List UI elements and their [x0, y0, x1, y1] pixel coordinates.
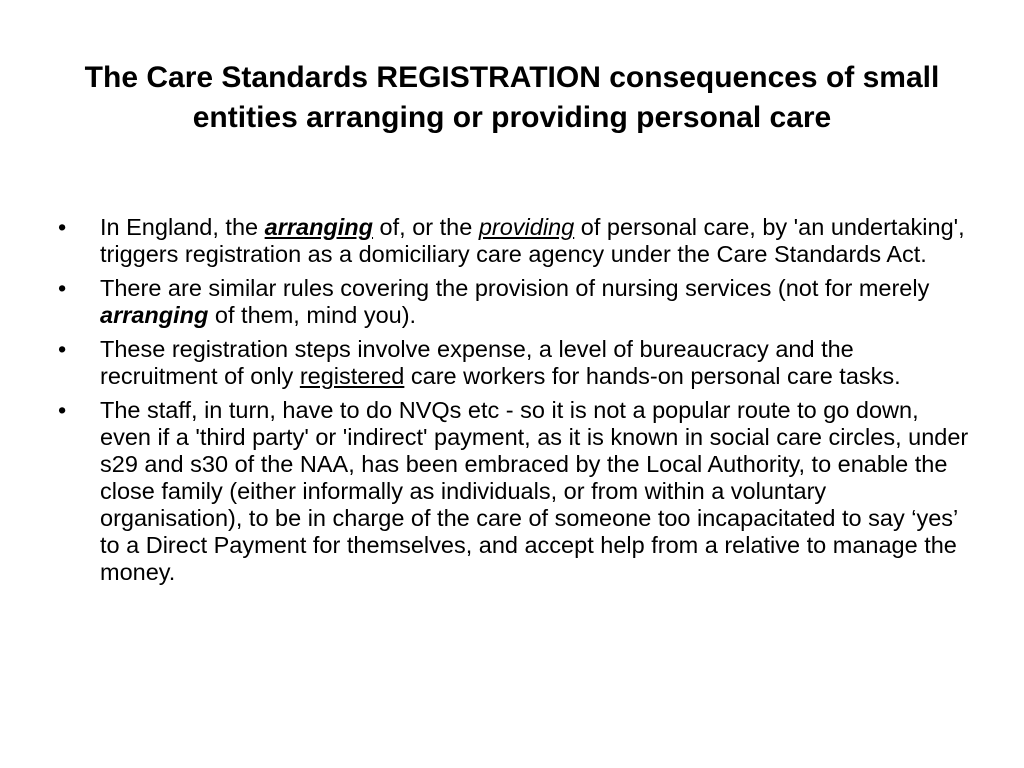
bullet-text: of them, mind you).	[208, 302, 417, 328]
bullet-dot-icon: •	[58, 214, 67, 240]
bullet-dot-icon: •	[58, 275, 67, 301]
bullet-item-england	[58, 214, 970, 268]
slide-title: The Care Standards REGISTRATION consequences of small entities arranging or providing personal care	[84, 61, 940, 134]
bullet-list	[58, 214, 970, 593]
emphasis-arranging: arranging	[264, 214, 374, 240]
bullet-text: These registration steps involve expense, a level of bureaucracy and the recruitment of only	[100, 336, 854, 389]
bullet-item-staff	[58, 397, 970, 586]
bullet-text: There are similar rules covering the provision of nursing services (not for merely	[100, 275, 930, 301]
bullet-text: In England, the	[100, 214, 265, 240]
bullet-text: of, or the	[373, 214, 479, 240]
bullet-item-nursing	[58, 275, 970, 329]
bullet-text: care workers for hands-on personal care tasks.	[404, 363, 901, 389]
emphasis-registered: registered	[299, 363, 405, 389]
bullet-item-registration-steps	[58, 336, 970, 390]
emphasis-providing: providing	[478, 214, 575, 240]
bullet-dot-icon: •	[58, 336, 67, 362]
bullet-text: The staff, in turn, have to do NVQs etc - so it is not a popular route to go down, even if a 'third party' or 'indirect' payment, as it is known in social care circles, under s29 and s30 of the NAA, has been embraced by the Local Authority, to enable the close family (either informally as individuals, or from within a voluntary organisation), to be in charge of the care of someone too incapacitated to say ‘yes’ to a Direct Payment for themselves, and accept help from a relative to manage the money.	[100, 397, 969, 585]
bullet-dot-icon: •	[58, 397, 67, 423]
emphasis-arranging: arranging	[100, 302, 209, 328]
bullet-text: of personal care, by 'an undertaking', triggers registration as a domiciliary care agency under the Care Standards Act.	[100, 214, 965, 267]
